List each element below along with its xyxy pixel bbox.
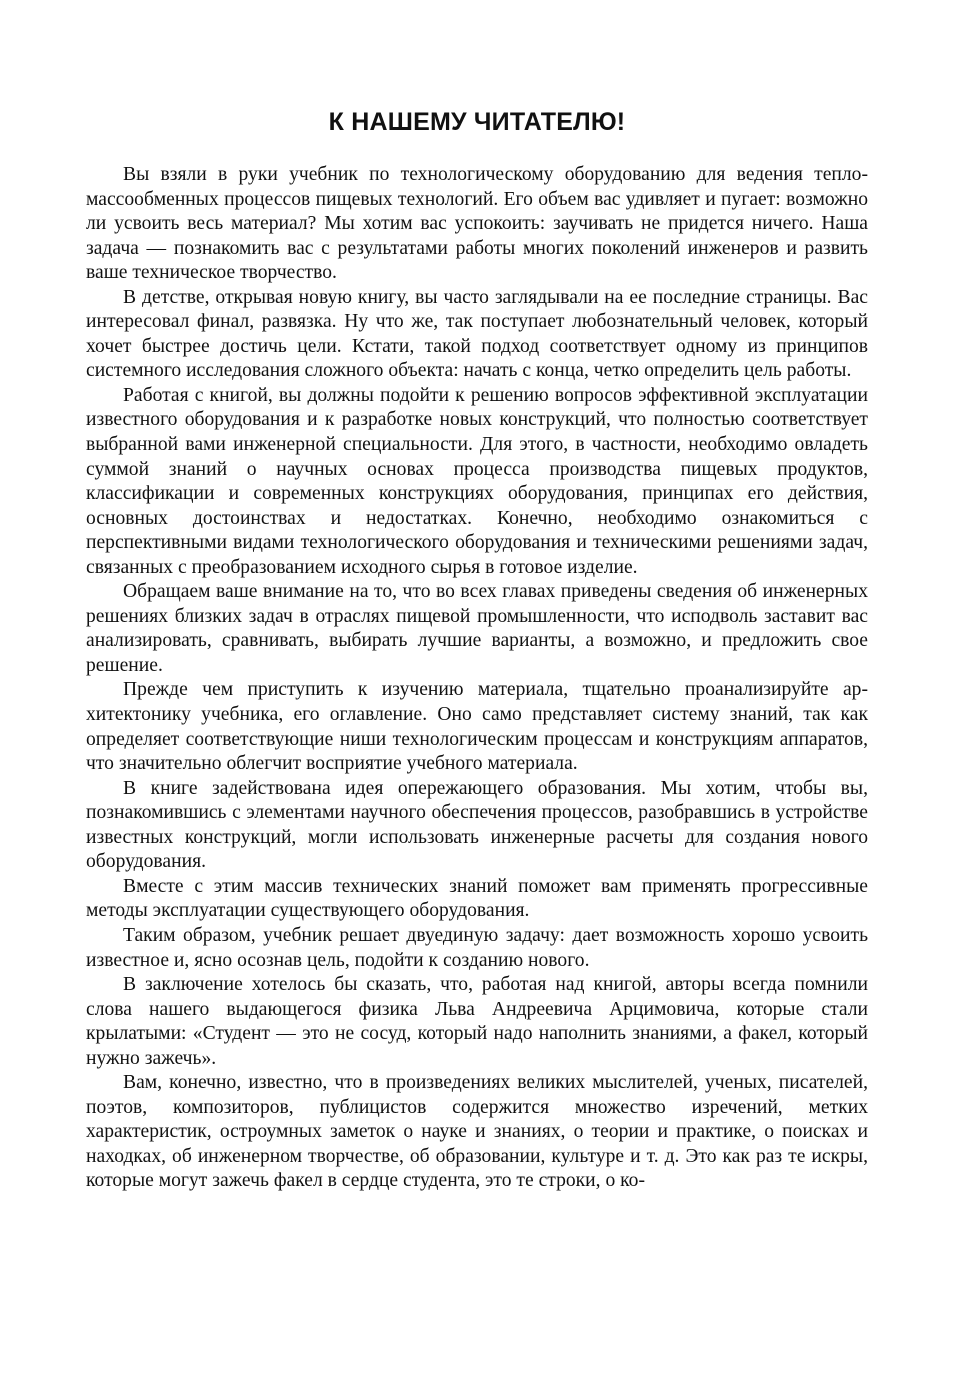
page-title: К НАШЕМУ ЧИТАТЕЛЮ! — [328, 108, 626, 136]
paragraph-7: Вместе с этим массив технических знаний поможет вам применять прогрессивные методы эксплуатации существующего оборудования. — [86, 875, 868, 922]
paragraph-8: Таким образом, учебник решает двуединую задачу: дает возможность хорошо усвоить известное и, ясно осознав цель, подойти к созданию нового. — [86, 924, 868, 971]
paragraph-9: В заключение хотелось бы сказать, что, работая над книгой, авторы всегда помнили слова нашего выдающегося физика Льва Андреевича Арцимовича, которые стали крылатыми: «Студент — это не сосуд, который надо наполнить знаниями, а факел, который нужно зажечь». — [86, 974, 868, 1069]
paragraph-5: Прежде чем приступить к изучению материала, тщательно проанализируйте архитектонику учебника, его оглавление. Оно само представляет систему знаний, так как определяет соответствующие ниши технологическим процессам и конструкциям аппаратов, что значительно облегчит восприятие учебного материала. — [86, 679, 868, 775]
paragraph-6: В книге задействована идея опережающего образования. Мы хотим, чтобы вы, познакомившись с элементами научного обеспечения процессов, разобравшись в устройстве известных конструкций, могли использовать инженерные расчеты для создания нового оборудования. — [86, 777, 868, 873]
paragraph-10: Вам, конечно, известно, что в произведениях великих мыслителей, ученых, писателей, поэтов, композиторов, публицистов содержится множество изречений, метких характеристик, остроумных заметок о науке и знаниях, о теории и практике, о поисках и находках, об инженерном творчестве, об образовании, культуре и т. д. Это как раз те искры, которые могут зажечь факел в сердце студента, это те строки, о ко- — [86, 1072, 868, 1192]
paragraph-3: Работая с книгой, вы должны подойти к решению вопросов эффективной эксплуатации известного оборудования и к разработке новых конструкций, что полностью соответствует выбранной вами инженерной специальности. Для этого, в частности, необходимо овладеть суммой знаний о научных основах процесса производства пищевых продуктов, классификации и современных конструкциях оборудования, принципах его действия, основных достоинствах и недостатках. Конечно, необходимо ознакомиться с перспективными видами технологического оборудования и техническими решениями задач, связанных с преобразованием исходного сырья в готовое изделие. — [86, 384, 868, 578]
paragraph-1: Вы взяли в руки учебник по технологическому оборудованию для ведения тепломассообменных процессов пищевых технологий. Его объем вас удивляет и пугает: возможно ли усвоить весь материал? Мы хотим вас успокоить: заучивать не придется ничего. Наша задача — познакомить вас с результатами работы многих поколений инженеров и развить ваше техническое творчество. — [86, 164, 868, 284]
paragraph-4: Обращаем ваше внимание на то, что во всех главах приведены сведения об инженерных решениях близких задач в отраслях пищевой промышленности, что исподволь заставит вас анализировать, сравнивать, выбирать лучшие варианты, а возможно, и предложить свое решение. — [86, 581, 868, 676]
paragraph-2: В детстве, открывая новую книгу, вы часто заглядывали на ее последние страницы. Вас интересовал финал, развязка. Ну что же, так поступает любознательный человек, который хочет быстрее достичь цели. Кстати, такой подход соответствует одному из принципов системного исследования сложного объекта: начать с конца, четко определить цель работы. — [86, 286, 868, 382]
page-content — [86, 108, 868, 1194]
